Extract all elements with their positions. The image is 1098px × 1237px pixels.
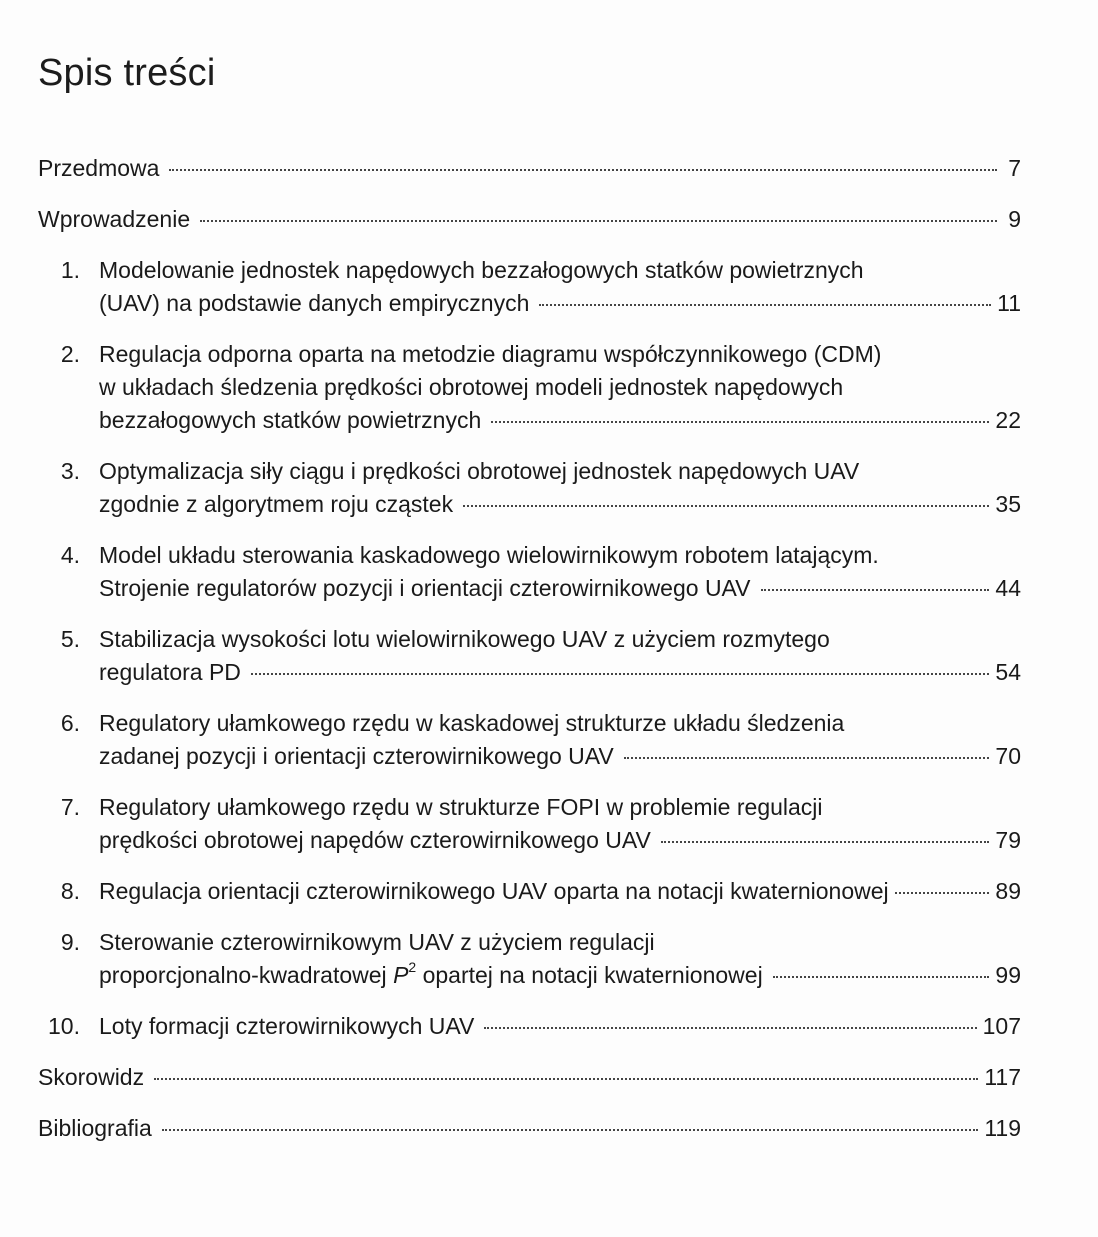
chapter-title-line: Regulacja orientacji czterowirnikowego UAV oparta na notacji kwaternionowej [99,878,889,904]
math-superscript: 2 [408,959,417,976]
toc-entry-chapter [38,338,1021,437]
dot-leader [154,1078,978,1080]
toc-page-number: 99 [995,962,1021,988]
chapter-title-line: prędkości obrotowej napędów czterowirnikowego UAV [99,827,651,853]
chapter-title-line: zadanej pozycji i orientacji czterowirnikowego UAV [99,743,614,769]
chapter-title-line: bezzałogowych statków powietrznych [99,407,482,433]
chapter-title-line: Strojenie regulatorów pozycji i orientacji czterowirnikowego UAV [99,575,751,601]
toc-page-number: 22 [995,407,1021,433]
toc-page-number: 119 [984,1115,1021,1141]
dot-leader [251,673,989,675]
toc-entry-chapter [38,875,1021,908]
dot-leader [661,841,990,843]
toc-entry-front [38,152,1021,185]
toc-page-number: 11 [997,290,1021,316]
toc-page-number: 54 [995,659,1021,685]
chapter-title-line: Optymalizacja siły ciągu i prędkości obrotowej jednostek napędowych UAV [99,458,860,484]
chapter-title-line: Stabilizacja wysokości lotu wielowirnikowego UAV z użyciem rozmytego [99,626,830,652]
dot-leader [484,1027,976,1029]
chapter-title-line: Model układu sterowania kaskadowego wielowirnikowym robotem latającym. [99,542,879,568]
chapter-title-line: Regulatory ułamkowego rzędu w strukturze FOPI w problemie regulacji [99,794,823,820]
toc-entry-label: Skorowidz [38,1064,145,1090]
toc-page-number: 44 [995,575,1021,601]
toc-entry-chapter [38,623,1021,689]
chapter-title-line: regulatora PD [99,659,241,685]
chapter-number: 5. [60,626,80,652]
toc-page-number: 7 [1008,155,1021,181]
toc-entry-chapter [38,1010,1021,1043]
toc-entry-chapter [38,455,1021,521]
dot-leader [169,169,997,171]
chapter-title-line: zgodnie z algorytmem roju cząstek [99,491,454,517]
dot-leader [539,304,991,306]
toc-entry-label: Przedmowa [38,155,160,181]
toc-entry-chapter [38,791,1021,857]
math-symbol: P [393,962,409,988]
dot-leader [773,976,990,978]
dot-leader [761,589,990,591]
chapter-title-line [99,959,763,992]
chapter-title-text: proporcjonalno-kwadratowej [99,962,394,988]
chapter-title-line: Modelowanie jednostek napędowych bezzałogowych statków powietrznych [99,257,864,283]
chapter-number: 2. [60,341,80,367]
dot-leader [624,757,990,759]
chapter-title-line: (UAV) na podstawie danych empirycznych [99,290,530,316]
chapter-title-line: Regulatory ułamkowego rzędu w kaskadowej strukturze układu śledzenia [99,710,845,736]
page-title: Spis treści [38,52,216,94]
toc-entry-back [38,1061,1021,1094]
chapter-title-line: Loty formacji czterowirnikowych UAV [99,1013,475,1039]
toc-entry-label: Wprowadzenie [38,206,191,232]
chapter-number: 1. [60,257,80,283]
table-of-contents [38,152,1021,1145]
chapter-number: 10. [48,1013,80,1039]
dot-leader [200,220,997,222]
chapter-number: 9. [60,929,80,955]
chapter-number: 7. [60,794,80,820]
dot-leader [463,505,989,507]
chapter-number: 8. [60,878,80,904]
dot-leader [162,1129,979,1131]
toc-entry-front [38,203,1021,236]
dot-leader [895,892,990,894]
toc-page-number: 117 [984,1064,1021,1090]
toc-entry-back [38,1112,1021,1145]
chapter-title-line: Sterowanie czterowirnikowym UAV z użyciem regulacji [99,929,655,955]
toc-page-number: 9 [1008,206,1021,232]
toc-page-number: 70 [995,743,1021,769]
toc-entry-chapter [38,926,1021,992]
chapter-number: 3. [60,458,80,484]
chapter-title-text: opartej na notacji kwaternionowej [416,962,763,988]
toc-entry-chapter [38,254,1021,320]
dot-leader [491,421,989,423]
toc-page-number: 89 [995,878,1021,904]
chapter-number: 4. [60,542,80,568]
chapter-title-line: Regulacja odporna oparta na metodzie diagramu współczynnikowego (CDM) [99,341,882,367]
toc-page-number: 79 [995,827,1021,853]
chapter-title-line: w układach śledzenia prędkości obrotowej modeli jednostek napędowych [99,374,844,400]
toc-entry-chapter [38,707,1021,773]
toc-entry-chapter [38,539,1021,605]
chapter-number: 6. [60,710,80,736]
toc-entry-label: Bibliografia [38,1115,152,1141]
toc-page-number: 35 [995,491,1021,517]
toc-page-number: 107 [982,1013,1021,1039]
